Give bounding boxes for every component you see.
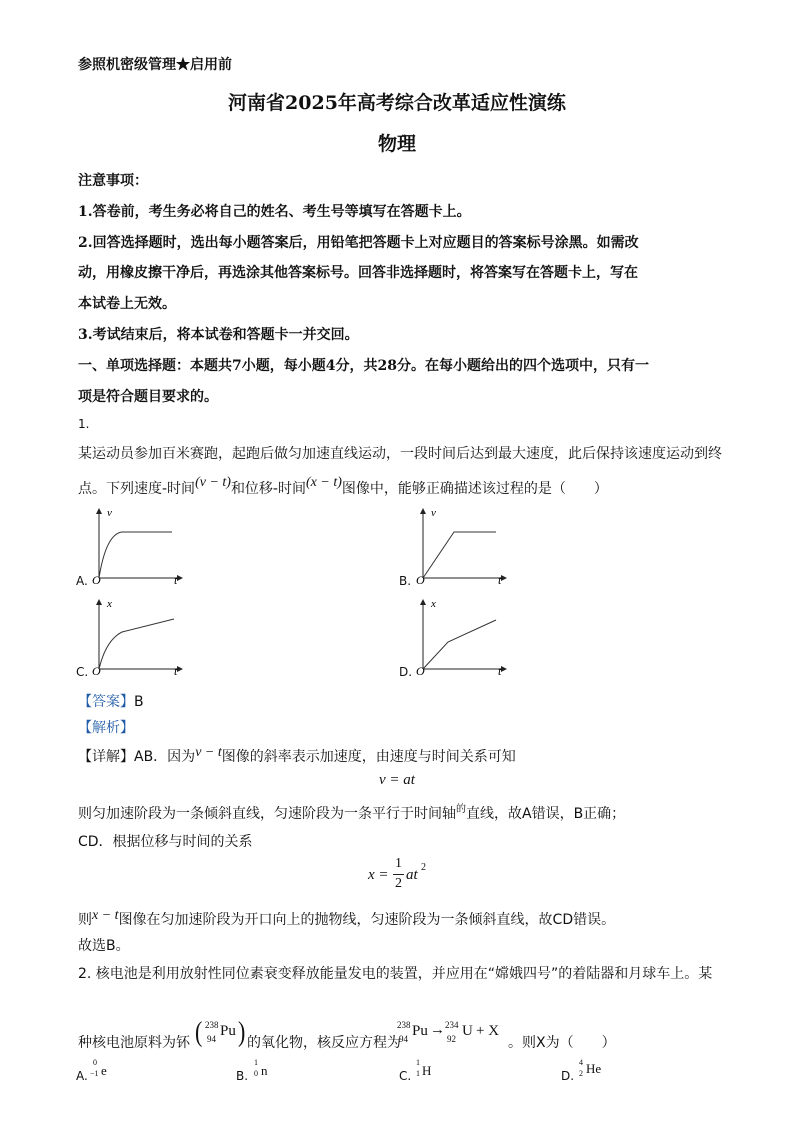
answer-value: B <box>134 694 144 710</box>
stem-part-2: 和位移-时间 <box>230 481 306 497</box>
option-d-letter: D. <box>399 665 413 679</box>
q2-option-d: D. 4 2 He <box>561 1058 602 1083</box>
answer-label: 【答案】 <box>78 694 134 710</box>
graph-c-curve <box>99 619 174 669</box>
graph-c-y-label: x <box>107 598 112 610</box>
u-charge: 92 <box>447 1034 456 1044</box>
reaction-pu-symbol: Pu <box>412 1023 428 1039</box>
detail-ab-part-1: AB．因为 <box>134 749 196 765</box>
detail-label: 【详解】 <box>78 749 134 765</box>
u-mass: 234 <box>445 1020 459 1030</box>
notice-item-1: 1.答卷前，考生务必将自己的姓名、考生号等填写在答题卡上。 <box>78 204 471 220</box>
graph-a-curve <box>99 532 172 578</box>
formula-x <box>368 856 438 896</box>
question-1-number: 1. <box>78 417 90 431</box>
q2-stem-part-1: 种核电池原料为钚 <box>78 1035 190 1051</box>
graph-b <box>410 504 510 588</box>
stem-part-3: 图像中，能够正确描述该过程的是（ ） <box>341 481 608 497</box>
detail-cd-line: CD．根据位移与时间的关系 <box>78 834 253 850</box>
conclusion-cd-part-1: 则 <box>78 912 92 928</box>
notice-item-2-line-3: 本试卷上无效。 <box>78 296 176 312</box>
notice-item-2-line-1: 2.回答选择题时，选出每小题答案后，用铅笔把答题卡上对应题目的答案标号涂黑。如需改 <box>78 235 639 251</box>
stem-part-1: 点。下列速度-时间 <box>78 481 196 497</box>
conclusion-ab-part-1: 则匀加速阶段为一条倾斜直线，匀速阶段为一条平行于时间轴 <box>78 806 456 822</box>
graph-d-y-label: x <box>431 598 436 610</box>
conclusion-cd-xt: x − t <box>92 908 119 923</box>
detail-ab-part-2: 图像的斜率表示加速度，由速度与时间关系可知 <box>221 749 516 765</box>
choose-b: 故选B。 <box>78 938 130 954</box>
answer-line <box>78 691 144 711</box>
notice-item-2-line-2: 动，用橡皮擦干净后，再选涂其他答案标号。回答非选择题时，将答案写在答题卡上，写在 <box>78 265 638 281</box>
reaction-pu-charge: 94 <box>399 1034 408 1044</box>
u-symbol: U <box>462 1023 473 1039</box>
question-2-options <box>76 1058 716 1088</box>
graph-d-curve <box>423 620 496 669</box>
question-2-stem-line-2: 种核电池原料为钚 ( 238 94 Pu ) 的氧化物，核反应方程为 238 94 Pu → 234 92 U + X 。则X为（ ） <box>78 1015 616 1051</box>
graph-b-x-label: t <box>498 573 502 587</box>
q2-stem-part-2: 的氧化物，核反应方程为 <box>247 1035 401 1051</box>
q2-stem-part-3: 。则X为（ ） <box>508 1035 616 1051</box>
option-b-letter: B. <box>399 574 412 588</box>
conclusion-ab-line <box>78 803 625 823</box>
graph-a-origin: O <box>92 573 101 587</box>
formula-x-lhs: x = <box>368 867 389 883</box>
graph-a-x-label: t <box>174 573 178 587</box>
graph-d-origin: O <box>416 664 425 678</box>
graph-a <box>86 504 186 588</box>
graph-c-x-label: t <box>174 664 178 678</box>
q2-option-b: B. 1 0 n <box>236 1058 268 1083</box>
notice-item-3: 3.考试结束后，将本试卷和答题卡一并交回。 <box>78 327 359 343</box>
pu-mass: 238 <box>205 1020 219 1030</box>
plus-x: + X <box>476 1023 500 1039</box>
confidential-label: 参照机密级管理★启用前 <box>78 57 232 73</box>
exam-title: 河南省2025年高考综合改革适应性演练 <box>228 92 566 114</box>
conclusion-ab-part-2: 直线，故A错误，B正确； <box>466 806 626 822</box>
question-2-stem-line-1: 2. 核电池是利用放射性同位素衰变释放能量发电的装置，并应用在“嫦娥四号”的着陆器和月球车上。某 <box>78 966 713 982</box>
question-1-stem-line-1: 某运动员参加百米赛跑，起跑后做匀加速直线运动，一段时间后达到最大速度，此后保持该速度运动到终 <box>78 446 722 462</box>
section-1-line-1: 一、单项选择题：本题共7小题，每小题4分，共28分。在每小题给出的四个选项中，只有一 <box>78 358 649 374</box>
graph-c <box>86 595 186 679</box>
formula-x-rhs: at <box>406 867 418 883</box>
xt-notation: (x − t) <box>306 475 342 490</box>
vt-notation: (v − t) <box>195 475 231 490</box>
formula-x-numerator: 1 <box>395 856 402 871</box>
option-a-letter: A. <box>76 574 88 588</box>
detail-ab-vt: v − t <box>195 745 222 760</box>
reaction-pu-mass: 238 <box>397 1020 411 1030</box>
pu-charge: 94 <box>207 1034 216 1044</box>
graph-b-curve <box>423 532 496 578</box>
formula-x-denominator: 2 <box>395 876 402 891</box>
option-c-letter: C. <box>76 665 89 679</box>
section-1-line-2: 项是符合题目要求的。 <box>78 389 218 405</box>
notice-heading: 注意事项： <box>78 173 148 189</box>
reaction-arrow: → <box>430 1022 445 1038</box>
conclusion-cd-line <box>78 909 615 929</box>
q2-option-a: A. 0 −1 e <box>76 1058 107 1083</box>
conclusion-cd-part-2: 图像在匀加速阶段为开口向上的抛物线，匀速阶段为一条倾斜直线，故CD错误。 <box>118 912 616 928</box>
graph-b-origin: O <box>416 573 425 587</box>
graph-c-origin: O <box>92 664 101 678</box>
graph-b-y-label: v <box>431 507 436 519</box>
formula-v-at: v = at <box>379 772 415 788</box>
formula-x-exponent: 2 <box>421 862 426 873</box>
conclusion-ab-de: 的 <box>456 804 466 815</box>
subject-title: 物理 <box>377 133 416 155</box>
graph-d-x-label: t <box>498 664 502 678</box>
question-1-stem-line-2 <box>78 475 608 498</box>
q2-option-c: C. 1 1 H <box>399 1058 432 1083</box>
graph-d <box>410 595 510 679</box>
pu-symbol: Pu <box>220 1023 236 1039</box>
detail-ab-line <box>78 746 516 766</box>
analysis-label: 【解析】 <box>78 720 134 736</box>
graph-a-y-label: v <box>107 507 112 519</box>
fraction-bar <box>393 874 404 875</box>
